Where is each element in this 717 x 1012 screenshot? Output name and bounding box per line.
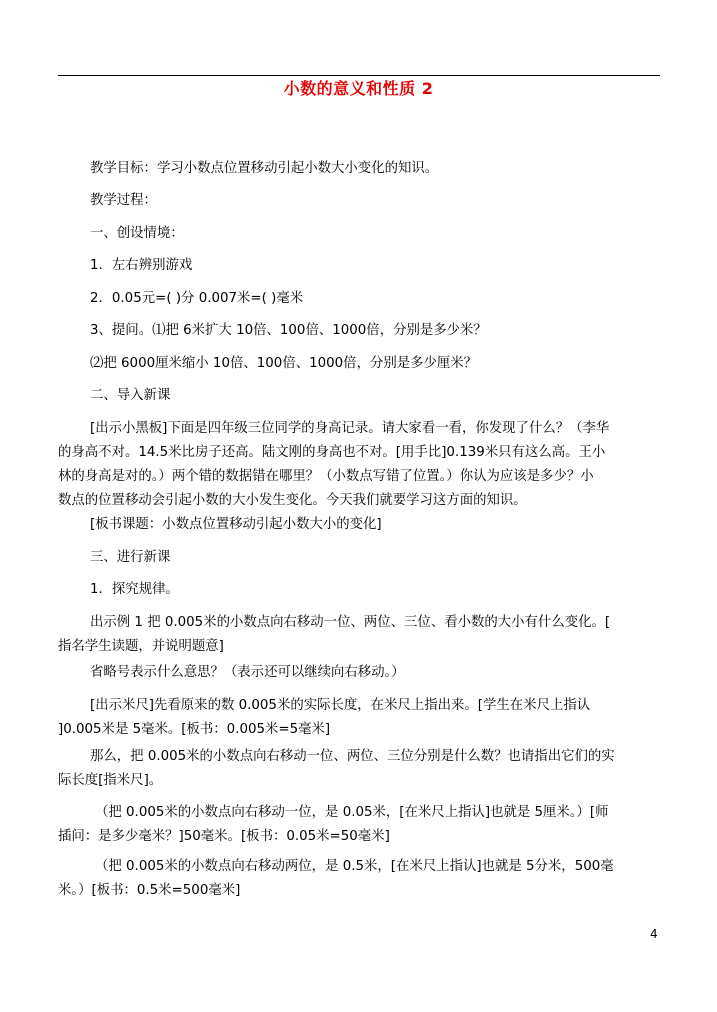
text-line: 出示例 1 把 0.005米的小数点向右移动一位、两位、三位、看小数的大小有什么变化。[ [90, 615, 611, 630]
paragraph-move-one [58, 801, 660, 849]
text-line: [出示小黑板]下面是四年级三位同学的身高记录。请大家看一看，你发现了什么？（李华 [90, 421, 610, 436]
paragraph-1-3: 3、提问。⑴把 6米扩大 10倍、100倍、1000倍，分别是多少米？ [90, 323, 487, 338]
text-line: 际长度[指米尺]。 [58, 773, 163, 788]
paragraph-board-title: [板书课题：小数点位置移动引起小数大小的变化] [90, 517, 382, 532]
paragraph-then [58, 745, 660, 793]
paragraph-process: 教学过程： [90, 193, 157, 208]
paragraph-1-2: 2．0.05元=( )分 0.007米=( )毫米 [90, 291, 304, 306]
heading-section-2: 二、导入新课 [90, 388, 171, 403]
text-line: 的身高不对。14.5米比房子还高。陆文刚的身高也不对。[用手比]0.139米只有这么高。王小 [58, 445, 606, 460]
paragraph-move-two [58, 855, 660, 903]
header-rule [58, 75, 660, 76]
text-line: 插问：是多少毫米？]50毫米。[板书：0.05米=50毫米] [58, 829, 390, 844]
text-line: 米。）[板书：0.5米=500毫米] [58, 883, 241, 898]
paragraph-ellipsis: 省略号表示什么意思？（表示还可以继续向右移动。） [90, 665, 405, 680]
text-line: （把 0.005米的小数点向右移动一位，是 0.05米，[在米尺上指认]也就是 5厘米。）[师 [95, 805, 609, 820]
page-number: 4 [650, 927, 658, 941]
text-line: 那么，把 0.005米的小数点向右移动一位、两位、三位分别是什么数？也请指出它们的实 [90, 749, 615, 764]
page-title: 小数的意义和性质 2 [283, 79, 434, 98]
paragraph-example-1 [58, 611, 660, 659]
text-line: （把 0.005米的小数点向右移动两位，是 0.5米，[在米尺上指认]也就是 5分米，500毫 [95, 859, 614, 874]
paragraph-ruler [58, 694, 660, 742]
heading-section-3: 三、进行新课 [90, 550, 171, 565]
paragraph-2-body [58, 417, 660, 513]
text-line: 数点的位置移动会引起小数的大小发生变化。今天我们就要学习这方面的知识。 [58, 493, 527, 508]
paragraph-3-1: 1．探究规律。 [90, 582, 179, 597]
text-line: [出示米尺]先看原来的数 0.005米的实际长度，在米尺上指出来。[学生在米尺上指认 [90, 698, 591, 713]
text-line: 指名学生读题，并说明题意] [58, 639, 224, 654]
text-line: 林的身高是对的。）两个错的数据错在哪里？（小数点写错了位置。）你认为应该是多少？小 [58, 469, 594, 484]
paragraph-goal: 教学目标：学习小数点位置移动引起小数大小变化的知识。 [90, 161, 439, 176]
paragraph-1-1: 1．左右辨别游戏 [90, 258, 193, 273]
paragraph-1-4: ⑵把 6000厘米缩小 10倍、100倍、1000倍，分别是多少厘米？ [90, 356, 478, 371]
heading-section-1: 一、创设情境： [90, 226, 184, 241]
text-line: ]0.005米是 5毫米。[板书：0.005米=5毫米] [58, 722, 331, 737]
